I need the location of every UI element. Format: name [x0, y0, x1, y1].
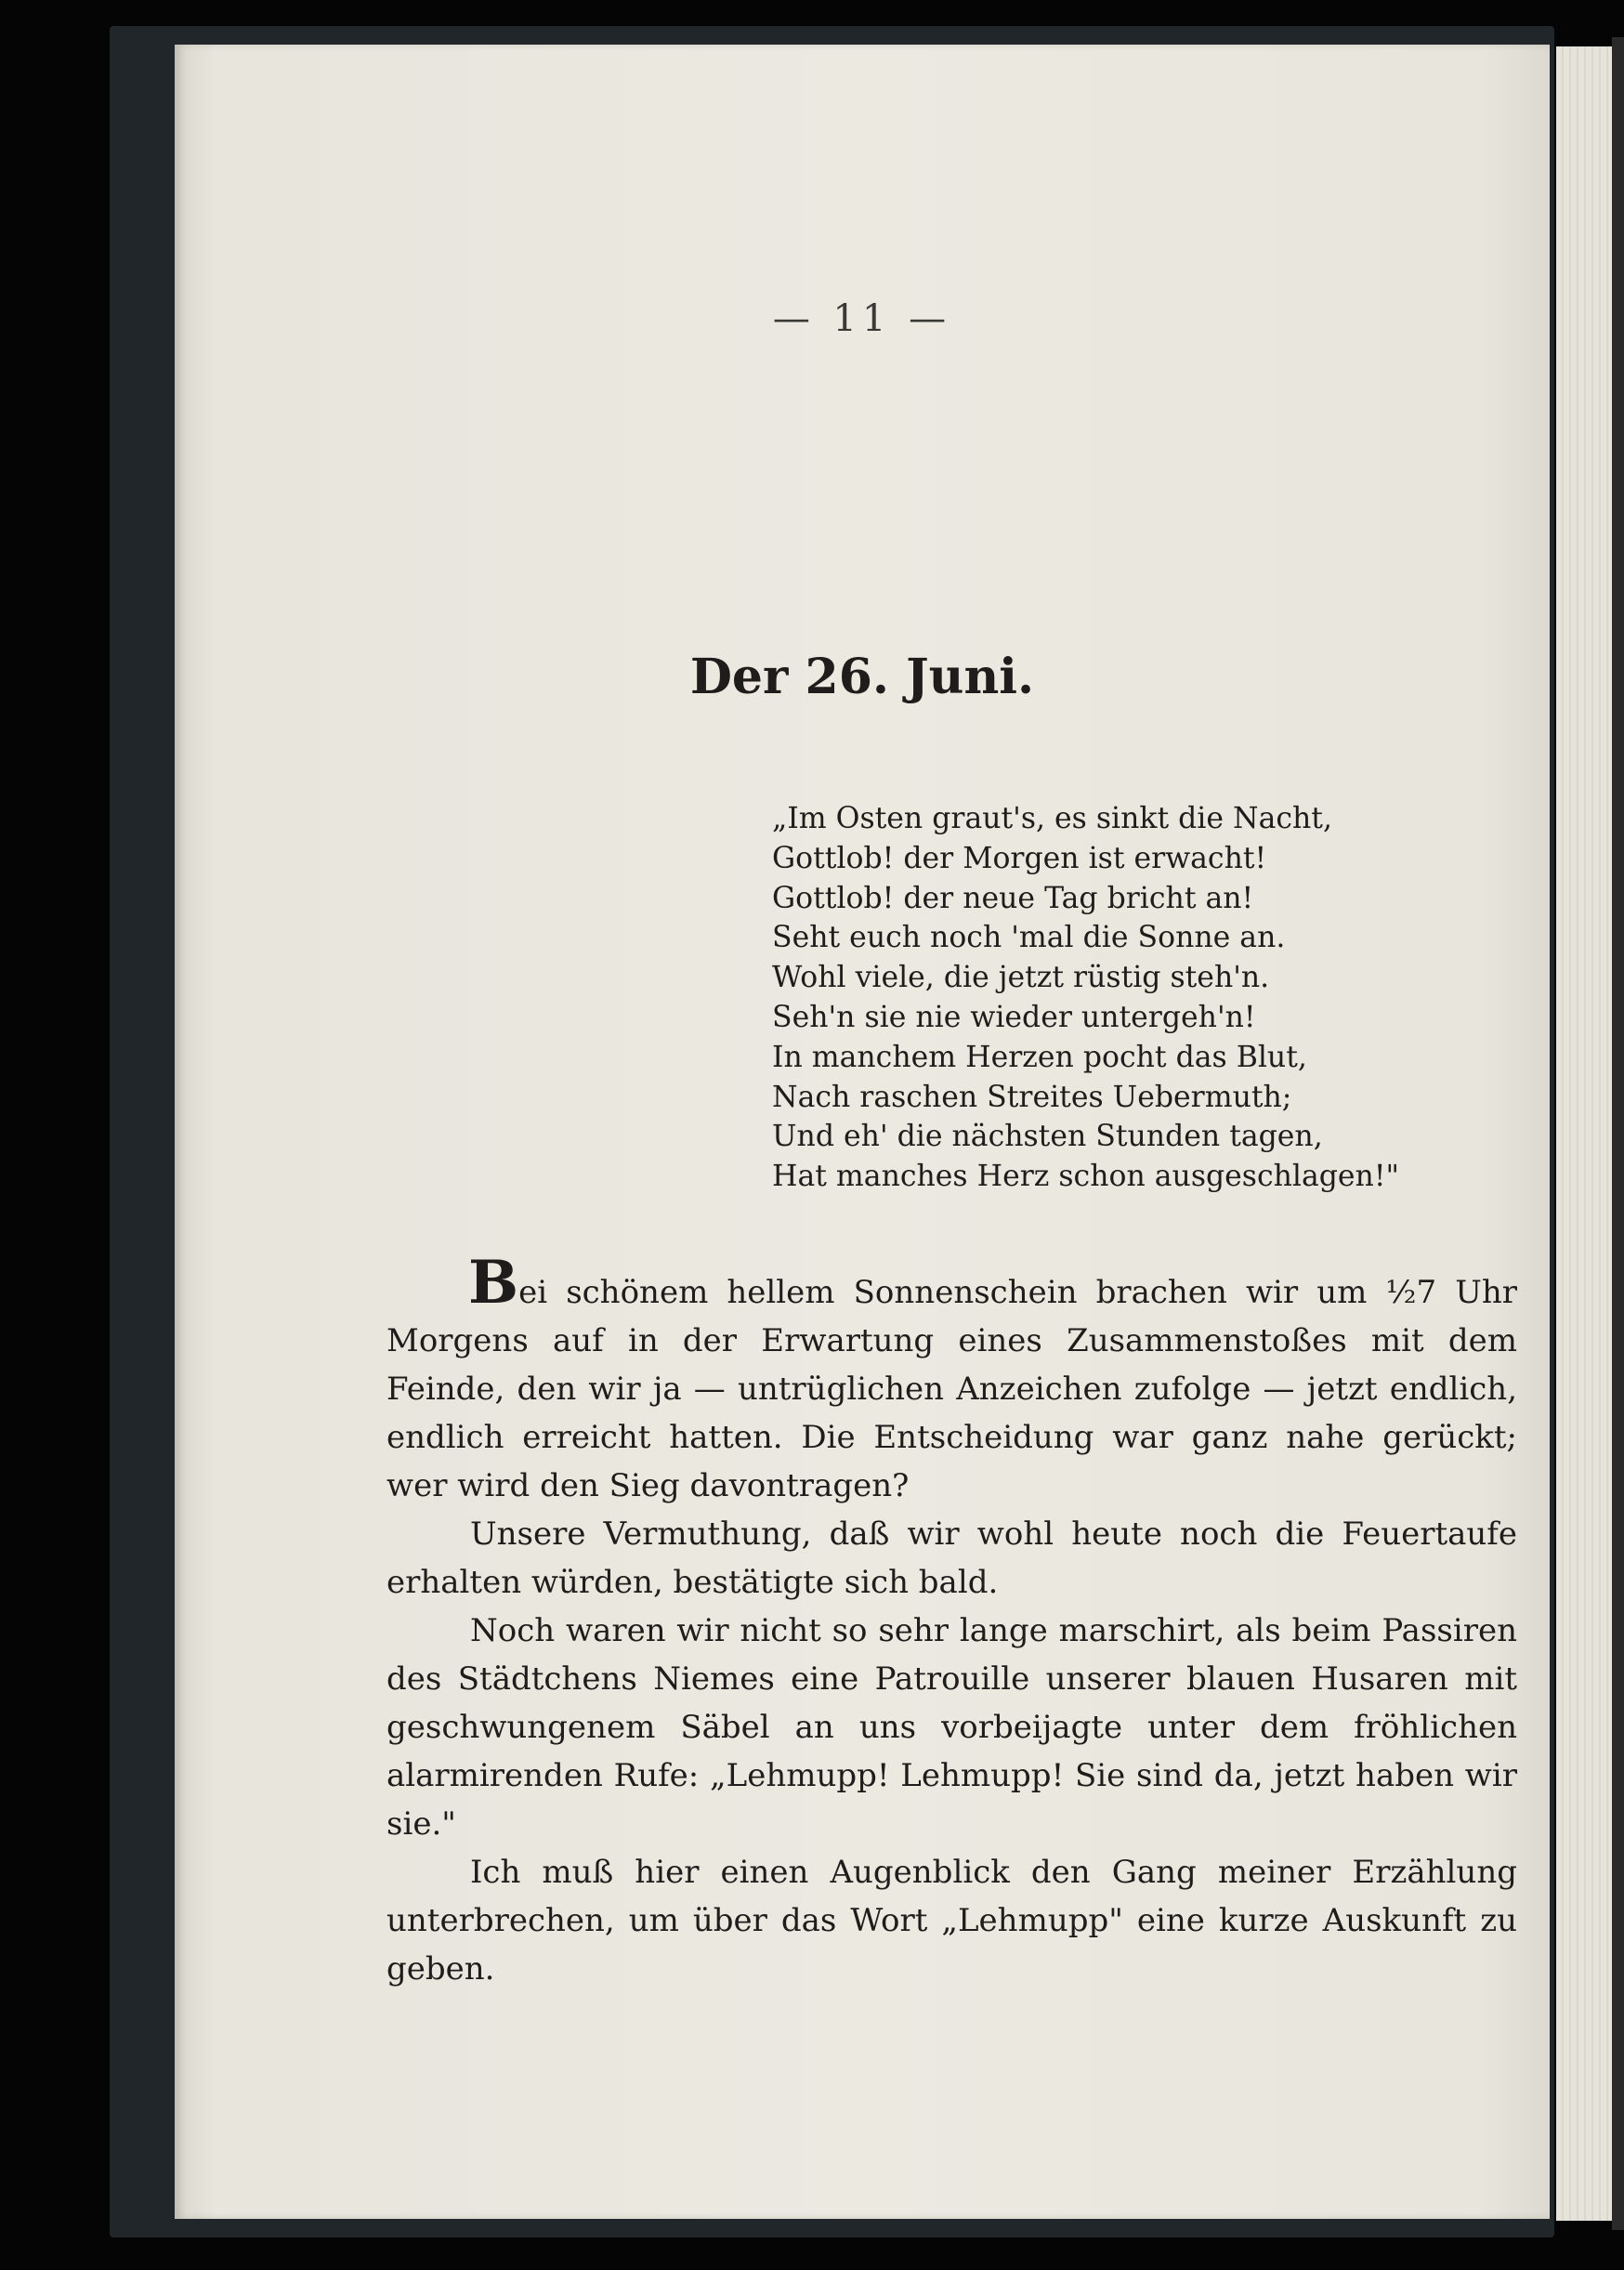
poem-epigraph — [772, 799, 1399, 1197]
poem-line: Hat manches Herz schon ausgeschlagen!" — [772, 1160, 1399, 1194]
poem-line: Gottlob! der Morgen ist erwacht! — [772, 841, 1267, 875]
poem-line: Nach raschen Streites Uebermuth; — [772, 1080, 1292, 1114]
paragraph: Noch waren wir nicht so sehr lange marschirt, als beim Passiren des Städtchens Niemes eine Patrouille unserer blauen Husaren mit geschwungenem Säbel an uns vorbeijagte unter dem fröhlichen alarmirenden Rufe: „Lehmupp! Lehmupp! Sie sind da, jetzt haben wir sie." — [386, 1612, 1517, 1843]
paragraph-text: ei schönem hellem Sonnenschein brachen wir um ½7 Uhr Morgens auf in der Erwartung eines Zusammenstoßes mit dem Feinde, den wir ja — untrüglichen Anzeichen zufolge — jetzt endlich, endlich erreicht hatten. Die Entscheidung war ganz nahe gerückt; wer wird den Sieg davontragen? — [386, 1274, 1517, 1504]
paragraph: Unsere Vermuthung, daß wir wohl heute noch die Feuertaufe erhalten würden, bestätigte sich bald. — [386, 1516, 1517, 1601]
paragraph: Ich muß hier einen Augenblick den Gang meiner Erzählung unterbrechen, um über das Wort „Lehmupp" eine kurze Auskunft zu geben. — [386, 1854, 1517, 1988]
page-number: — 11 — — [772, 297, 952, 340]
poem-line: In manchem Herzen pocht das Blut, — [772, 1040, 1307, 1074]
poem-line: Und eh' die nächsten Stunden tagen, — [772, 1120, 1323, 1154]
page-stack-edge — [1556, 46, 1612, 2221]
poem-line: „Im Osten graut's, es sinkt die Nacht, — [772, 802, 1332, 835]
poem-line: Gottlob! der neue Tag bricht an! — [772, 881, 1254, 915]
drop-cap: B — [468, 1248, 519, 1318]
paragraph — [386, 1248, 1517, 1510]
poem-line: Seh'n sie nie wieder untergeh'n! — [772, 1000, 1256, 1034]
poem-line: Wohl viele, die jetzt rüstig steh'n. — [772, 961, 1270, 995]
poem-line: Seht euch noch 'mal die Sonne an. — [772, 921, 1286, 955]
body-text — [386, 1248, 1517, 1993]
right-binding-edge — [1612, 37, 1624, 2230]
chapter-title: Der 26. Juni. — [689, 649, 1035, 705]
page — [175, 45, 1550, 2219]
